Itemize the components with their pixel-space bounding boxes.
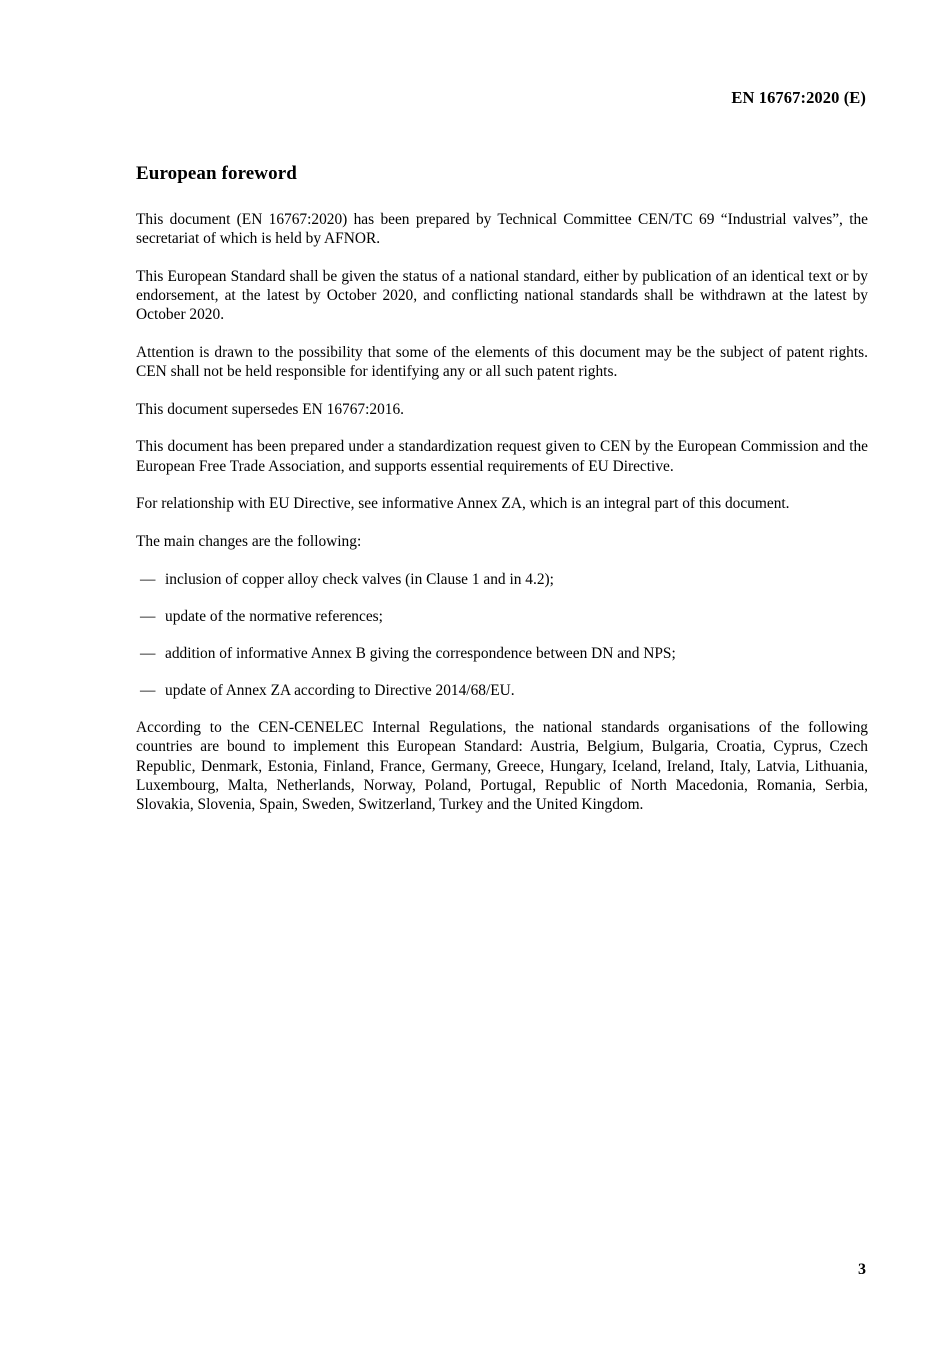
paragraph-national-standard-status: This European Standard shall be given the status of a national standard, either by publication of an identical text or by endorsement, at the latest by October 2020, and conflicting national standards shall be withdrawn at the latest by October 2020. xyxy=(136,267,868,324)
list-item-label: update of the normative references; xyxy=(165,607,383,625)
paragraph-main-changes-intro: The main changes are the following: xyxy=(136,532,362,550)
list-item xyxy=(136,570,868,589)
list-item xyxy=(136,681,868,700)
paragraph-preparation: This document (EN 16767:2020) has been prepared by Technical Committee CEN/TC 69 “Industrial valves”, the secretariat of which is held by AFNOR. xyxy=(136,211,868,248)
paragraph-cen-cenelec-countries: According to the CEN-CENELEC Internal Regulations, the national standards organisations of the following countries are bound to implement this European Standard: Austria, Belgium, Bulgaria, Croatia, Cyprus, Czech Republic, Denmark, Estonia, Finland, France, Germany, Greece, Hungary, Iceland, Ireland, Italy, Latvia, Lithuania, Luxembourg, Malta, Netherlands, Norway, Poland, Portugal, Republic of North Macedonia, Romania, Serbia, Slovakia, Slovenia, Spain, Sweden, Switzerland, Turkey and the United Kingdom. xyxy=(136,719,868,813)
paragraph-standardization-request: This document has been prepared under a standardization request given to CEN by the European Commission and the European Free Trade Association, and supports essential requirements of EU Directive. xyxy=(136,438,868,475)
paragraph-annex-za-relationship: For relationship with EU Directive, see informative Annex ZA, which is an integral part of this document. xyxy=(136,495,790,513)
foreword-body xyxy=(136,210,868,833)
document-header-standard-number: EN 16767:2020 (E) xyxy=(731,88,866,107)
list-item xyxy=(136,644,868,663)
page-number: 3 xyxy=(858,1261,866,1278)
em-dash-marker-icon: — xyxy=(140,644,156,662)
list-item xyxy=(136,607,868,626)
list-item-label: addition of informative Annex B giving the correspondence between DN and NPS; xyxy=(165,644,676,662)
list-item-label: inclusion of copper alloy check valves (in Clause 1 and in 4.2); xyxy=(165,570,554,588)
paragraph-patent-rights: Attention is drawn to the possibility that some of the elements of this document may be the subject of patent rights. CEN shall not be held responsible for identifying any or all such patent rights. xyxy=(136,343,868,381)
em-dash-marker-icon: — xyxy=(140,607,156,625)
page-title: European foreword xyxy=(136,163,297,184)
main-changes-list xyxy=(136,570,868,701)
em-dash-marker-icon: — xyxy=(140,682,156,700)
paragraph-supersedes: This document supersedes EN 16767:2016. xyxy=(136,400,405,418)
em-dash-marker-icon: — xyxy=(140,570,156,588)
list-item-label: update of Annex ZA according to Directive 2014/68/EU. xyxy=(165,682,515,700)
